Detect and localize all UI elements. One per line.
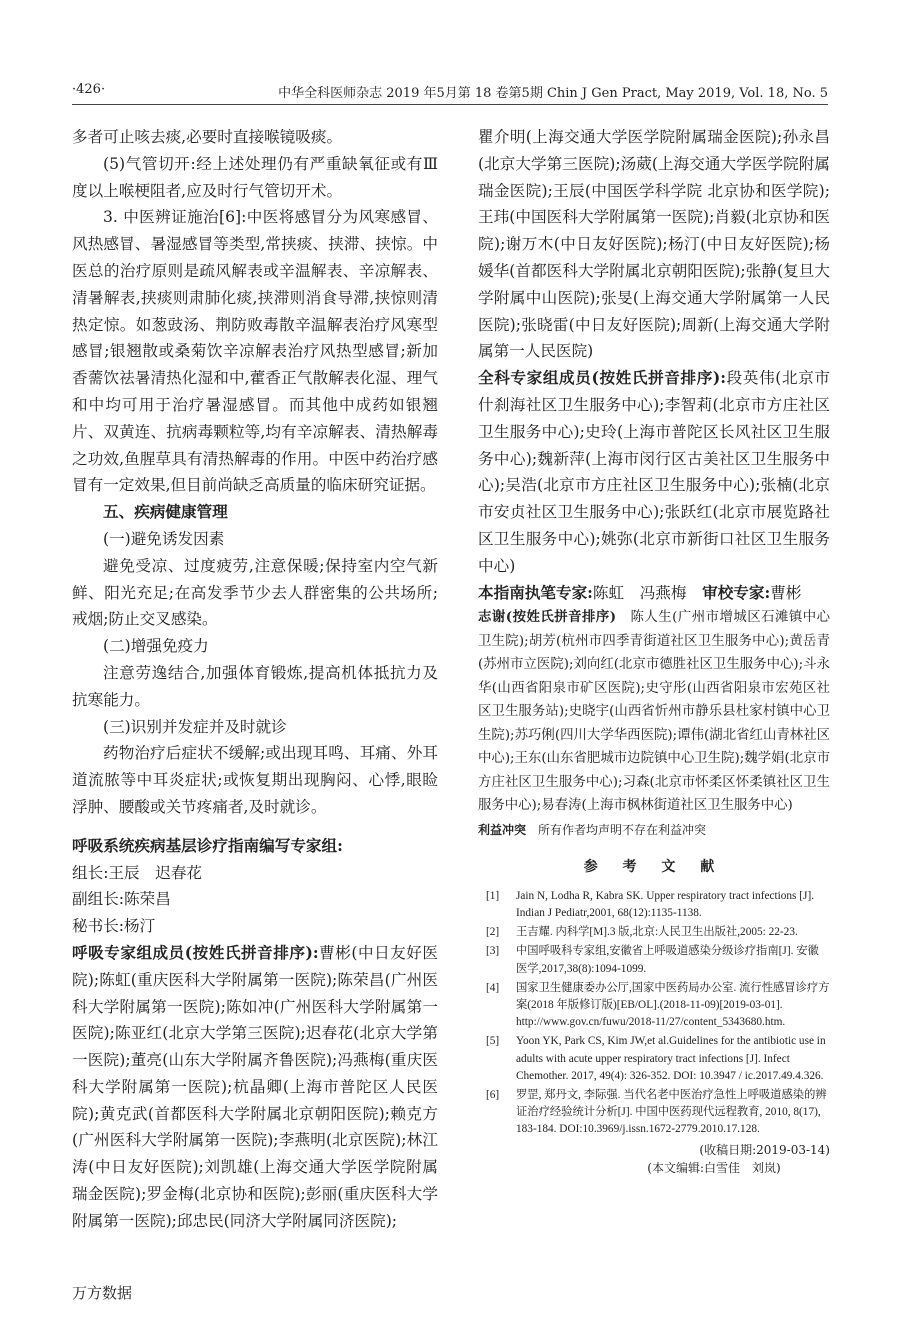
reference-number: [4] bbox=[486, 981, 500, 994]
subsection-heading: (二)增强免疫力 bbox=[103, 637, 209, 656]
writers-label: 本指南执笔专家: bbox=[478, 582, 593, 602]
coi-label: 利益冲突 bbox=[478, 822, 527, 837]
received-date: (收稿日期:2019-03-14) bbox=[699, 1142, 830, 1157]
reference-item bbox=[478, 924, 830, 941]
references-title: 参 考 文 献 bbox=[583, 858, 725, 875]
reference-text: 国家卫生健康委办公厅,国家中医药局办公室. 流行性感冒诊疗方案(2018 年版修订版)[EB/OL].(2018-11-09)[2019-03-01]. http://www.gov.cn/fuwu/2018-11/27/content_5343680.htm. bbox=[516, 981, 830, 1029]
acknowledgements bbox=[478, 606, 830, 818]
reference-number: [5] bbox=[486, 1035, 500, 1048]
gp-list: 段英伟(北京市什刹海社区卫生服务中心);李智莉(北京市方庄社区卫生服务中心);史玲(上海市普陀区长风社区卫生服务中心);魏新萍(上海市闵行区古美社区卫生服务中心);吴浩(北京市方庄社区卫生服务中心);张楠(北京市安贞社区卫生服务中心);张跃红(北京市展览路社区卫生服务中心);姚弥(北京市新街口社区卫生服务中心) bbox=[478, 369, 830, 575]
vice-leader: 副组长:陈荣昌 bbox=[72, 890, 171, 909]
reference-text: Jain N, Lodha R, Kabra SK. Upper respiratory tract infections [J]. Indian J Pediatr,2001, 68(12):1135-1138. bbox=[516, 889, 815, 920]
section-heading: 五、疾病健康管理 bbox=[103, 502, 228, 522]
reference-text: 罗罡, 郑丹文, 李际强. 当代名老中医治疗急性上呼吸道感染的辨证治疗经验统计分析[J]. 中国中医药现代远程教育, 2010, 8(17), 183-184. DOI:10.3969/j.issn.1672-2779.2010.17.128. bbox=[516, 1089, 827, 1136]
paragraph: (5)气管切开:经上述处理仍有严重缺氧征或有Ⅲ度以上喉梗阻者,应及时行气管切开术。 bbox=[72, 154, 438, 200]
reference-number: [3] bbox=[486, 945, 500, 958]
respiratory-list: 曹彬(中日友好医院);陈虹(重庆医科大学附属第一医院);陈荣昌(广州医科大学附属第一医院);陈如冲(广州医科大学附属第一医院);陈亚红(北京大学第三医院);迟春花(北京大学第一医院);董亮(山东大学附属齐鲁医院);冯燕梅(重庆医科大学附属第一医院);杭晶卿(上海市普陀区人民医院);黄克武(首都医科大学附属北京朝阳医院);赖克方(广州医科大学附属第一医院);李燕明(北京医院);林江涛(中日友好医院);刘凯雄(上海交通大学医学院附属瑞金医院);罗金梅(北京协和医院);彭丽(重庆医科大学附属第一医院);邱忠民(同济大学附属同济医院); bbox=[72, 943, 438, 1230]
subsection-heading: (一)避免诱发因素 bbox=[103, 529, 225, 548]
reference-item bbox=[478, 980, 830, 1032]
gp-members bbox=[478, 365, 830, 579]
journal-citation: 中华全科医师杂志 2019 年5月第 18 卷第5期 Chin J Gen Pract, May 2019, Vol. 18, No. 5 bbox=[278, 86, 828, 101]
page-number: ·426· bbox=[72, 82, 106, 97]
footer-watermark: 万方数据 bbox=[72, 1284, 133, 1302]
reference-number: [6] bbox=[486, 1089, 500, 1102]
reviewers-label: 审校专家: bbox=[702, 582, 771, 602]
reference-text: Yoon YK, Park CS, Kim JW,et al.Guidelines for the antibiotic use in adults with acute upper respiratory tract infections [J]. Infect Chemother. 2017, 49(4): 326-352. DOI: 10.3947 / ic.2017.49.4.326. bbox=[516, 1035, 826, 1082]
writers: 陈虹 冯燕梅 bbox=[592, 583, 687, 602]
conflict-of-interest bbox=[478, 820, 830, 840]
reviewers: 曹彬 bbox=[770, 583, 802, 602]
thanks-list: 陈人生(广州市增城区石滩镇中心卫生院);胡芳(杭州市四季青街道社区卫生服务中心);黄岳青(苏州市立医院);刘向红(北京市德胜社区卫生服务中心);斗永华(山西省阳泉市矿区医院);史守彤(山西省阳泉市宏苑区社区卫生服务站);史晓宇(山西省忻州市静乐县杜家村镇中心卫生院);苏巧俐(四川大学华西医院);谭伟(湖北省红山青林社区中心);王东(山东省肥城市边院镇中心卫生院);魏学娟(北京市方庄社区卫生服务中心);习森(北京市怀柔区怀柔镇社区卫生服务中心);易春涛(上海市枫林街道社区卫生服务中心) bbox=[478, 610, 831, 814]
expert-group-title: 呼吸系统疾病基层诊疗指南编写专家组: bbox=[72, 835, 343, 855]
group-leader: 组长:王辰 迟春花 bbox=[72, 863, 203, 882]
gp-label: 全科专家组成员(按姓氏拼音排序): bbox=[478, 368, 727, 388]
thanks-label: 志谢(按姓氏拼音排序) bbox=[478, 609, 617, 626]
left-column bbox=[72, 124, 438, 1235]
coi-text: 所有作者均声明不存在利益冲突 bbox=[538, 822, 707, 837]
header-rule bbox=[72, 104, 828, 105]
writers-line bbox=[478, 580, 830, 607]
respiratory-label: 呼吸专家组成员(按姓氏拼音排序): bbox=[72, 942, 319, 962]
reference-text: 王吉耀. 内科学[M].3 版,北京:人民卫生出版社,2005: 22-23. bbox=[516, 926, 798, 939]
reference-item bbox=[478, 888, 830, 922]
page-header bbox=[72, 82, 828, 104]
reference-text: 中国呼吸科专家组,安徽省上呼吸道感染分级诊疗指南[J]. 安徽医学,2017,38(8):1094-1099. bbox=[516, 945, 819, 975]
subsection-heading: (三)识别并发症并及时就诊 bbox=[103, 717, 287, 736]
paragraph: 注意劳逸结合,加强体育锻炼,提高机体抵抗力及抗寒能力。 bbox=[72, 663, 438, 709]
respiratory-members-cont: 瞿介明(上海交通大学医学院附属瑞金医院);孙永昌(北京大学第三医院);汤葳(上海交通大学医学院附属瑞金医院);王辰(中国医学科学院 北京协和医学院);王玮(中国医科大学附属第一医院);肖毅(北京协和医院);谢万木(中日友好医院);杨汀(中日友好医院);杨媛华(首都医科大学附属北京朝阳医院);张静(复旦大学附属中山医院);张旻(上海交通大学附属第一人民医院);张晓雷(中日友好医院);周新(上海交通大学附属第一人民医院) bbox=[478, 128, 830, 361]
editor-note: (本文编辑:白雪佳 刘岚) bbox=[647, 1160, 781, 1175]
right-column bbox=[478, 124, 830, 1177]
reference-number: [1] bbox=[486, 889, 500, 902]
reference-item bbox=[478, 1033, 830, 1085]
paragraph: 避免受凉、过度疲劳,注意保暖;保持室内空气新鲜、阳光充足;在高发季节少去人群密集的公共场所;戒烟;防止交叉感染。 bbox=[72, 556, 438, 629]
reference-item bbox=[478, 943, 830, 977]
reference-number: [2] bbox=[486, 926, 500, 939]
paragraph: 药物治疗后症状不缓解;或出现耳鸣、耳痛、外耳道流脓等中耳炎症状;或恢复期出现胸闷、心悸,眼睑浮肿、腰酸或关节疼痛者,及时就诊。 bbox=[72, 744, 438, 816]
reference-list bbox=[478, 888, 830, 1139]
secretary: 秘书长:杨汀 bbox=[72, 917, 156, 936]
reference-item bbox=[478, 1087, 830, 1139]
respiratory-members bbox=[72, 940, 438, 1235]
paragraph: 3. 中医辨证施治[6]:中医将感冒分为风寒感冒、风热感冒、暑湿感冒等类型,常挟痰、挟滞、挟惊。中医总的治疗原则是疏风解表或辛温解表、辛凉解表、清暑解表,挟痰则肃肺化痰,挟滞则消食导滞,挟惊则清热定惊。如葱豉汤、荆防败毒散辛温解表治疗风寒型感冒;银翘散或桑菊饮辛凉解表治疗风热型感冒;新加香薷饮祛暑清热化湿和中,藿香正气散解表化湿、理气和中均可用于治疗暑湿感冒。而其他中成药如银翘片、双黄连、抗病毒颗粒等,均有辛凉解表、清热解毒之功效,鱼腥草具有清热解毒的作用。中医中药治疗感冒有一定效果,但目前尚缺乏高质量的临床研究证据。 bbox=[72, 208, 438, 495]
paragraph: 多者可止咳去痰,必要时直接喉镜吸痰。 bbox=[72, 128, 343, 146]
